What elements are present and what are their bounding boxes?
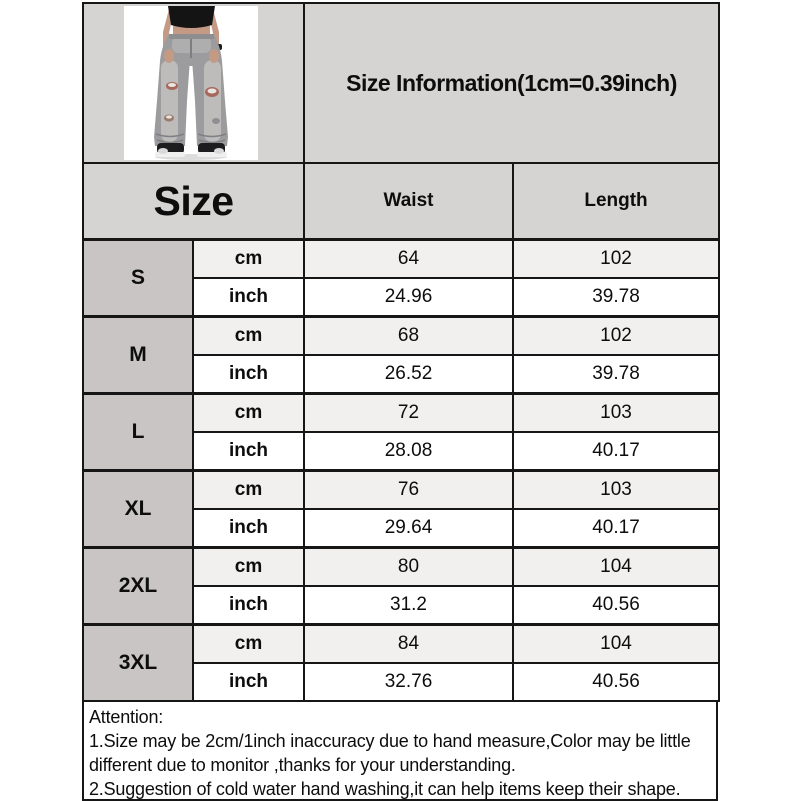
size-info-title: Size Information(1cm=0.39inch) bbox=[304, 3, 719, 163]
table-row bbox=[83, 471, 719, 510]
length-value: 102 bbox=[513, 240, 719, 279]
waist-value: 31.2 bbox=[304, 586, 513, 625]
size-column-header: Size bbox=[83, 163, 304, 240]
unit-label-cm: cm bbox=[193, 471, 304, 510]
attention-heading: Attention: bbox=[89, 707, 164, 727]
waist-value: 26.52 bbox=[304, 355, 513, 394]
waist-value: 68 bbox=[304, 317, 513, 356]
crop-top bbox=[168, 6, 215, 28]
length-value: 103 bbox=[513, 394, 719, 433]
unit-label-cm: cm bbox=[193, 625, 304, 664]
size-chart-sheet bbox=[82, 2, 718, 801]
length-value: 102 bbox=[513, 317, 719, 356]
table-row bbox=[83, 317, 719, 356]
unit-label-cm: cm bbox=[193, 548, 304, 587]
top-row bbox=[83, 3, 719, 163]
jeans-model-photo bbox=[124, 6, 258, 160]
attention-line: 2.Suggestion of cold water hand washing,it can help items keep their shape. bbox=[89, 779, 681, 799]
unit-label-inch: inch bbox=[193, 278, 304, 317]
length-value: 40.17 bbox=[513, 432, 719, 471]
size-label-xl: XL bbox=[83, 471, 193, 548]
length-value: 40.56 bbox=[513, 586, 719, 625]
size-label-s: S bbox=[83, 240, 193, 317]
table-row bbox=[83, 240, 719, 279]
unit-label-cm: cm bbox=[193, 240, 304, 279]
attention-note bbox=[82, 702, 718, 801]
waist-value: 28.08 bbox=[304, 432, 513, 471]
unit-label-inch: inch bbox=[193, 509, 304, 548]
unit-label-cm: cm bbox=[193, 394, 304, 433]
unit-label-inch: inch bbox=[193, 432, 304, 471]
size-label-l: L bbox=[83, 394, 193, 471]
attention-line: different due to monitor ,thanks for your understanding. bbox=[89, 755, 516, 775]
size-table bbox=[82, 2, 720, 702]
length-value: 39.78 bbox=[513, 278, 719, 317]
unit-label-inch: inch bbox=[193, 355, 304, 394]
unit-label-inch: inch bbox=[193, 586, 304, 625]
waist-value: 72 bbox=[304, 394, 513, 433]
waist-column-header: Waist bbox=[304, 163, 513, 240]
size-label-3xl: 3XL bbox=[83, 625, 193, 702]
table-row bbox=[83, 394, 719, 433]
length-value: 104 bbox=[513, 548, 719, 587]
length-column-header: Length bbox=[513, 163, 719, 240]
product-photo-cell bbox=[83, 3, 304, 163]
table-row bbox=[83, 548, 719, 587]
unit-label-cm: cm bbox=[193, 317, 304, 356]
length-value: 103 bbox=[513, 471, 719, 510]
length-value: 40.56 bbox=[513, 663, 719, 701]
length-value: 39.78 bbox=[513, 355, 719, 394]
waist-value: 24.96 bbox=[304, 278, 513, 317]
waist-value: 76 bbox=[304, 471, 513, 510]
waist-value: 32.76 bbox=[304, 663, 513, 701]
table-row bbox=[83, 625, 719, 664]
jeans-model-illustration bbox=[124, 6, 258, 160]
attention-line: 1.Size may be 2cm/1inch inaccuracy due to hand measure,Color may be little bbox=[89, 731, 691, 751]
waist-value: 80 bbox=[304, 548, 513, 587]
unit-label-inch: inch bbox=[193, 663, 304, 701]
size-label-m: M bbox=[83, 317, 193, 394]
length-value: 40.17 bbox=[513, 509, 719, 548]
column-header-row bbox=[83, 163, 719, 240]
waist-value: 29.64 bbox=[304, 509, 513, 548]
length-value: 104 bbox=[513, 625, 719, 664]
waist-value: 84 bbox=[304, 625, 513, 664]
size-label-2xl: 2XL bbox=[83, 548, 193, 625]
waist-value: 64 bbox=[304, 240, 513, 279]
